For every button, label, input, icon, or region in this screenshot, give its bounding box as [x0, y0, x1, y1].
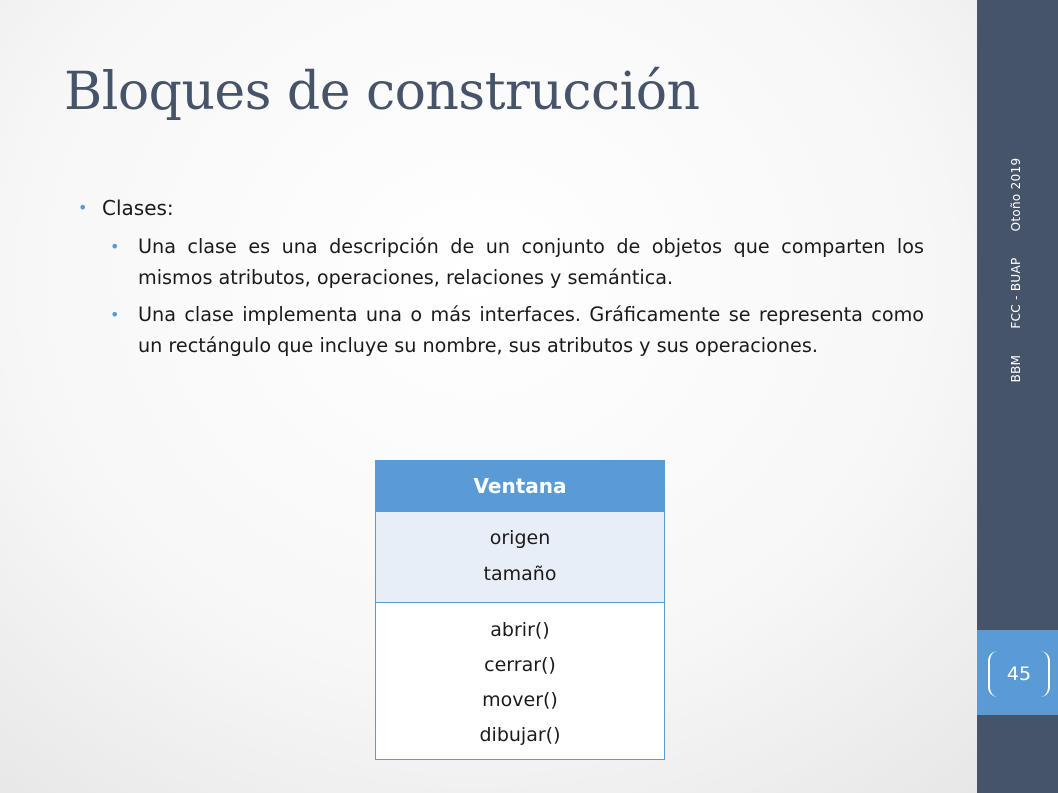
bullet-level2-1	[110, 231, 924, 293]
uml-attribute: tamaño	[483, 563, 557, 585]
bullet-list	[78, 193, 924, 361]
bullet-level1	[78, 193, 924, 223]
bullet-dot-icon: •	[110, 237, 120, 256]
footer-org: FCC - BUAP	[1009, 257, 1023, 329]
bullet-level2-text: Una clase es una descripción de un conjunto de objetos que comparten los mismos atributos, operaciones, relaciones y semántica.	[138, 235, 924, 289]
bullet-dot-icon: •	[110, 305, 120, 324]
bullet-level2-2	[110, 299, 924, 361]
footer-term: Otoño 2019	[1009, 157, 1023, 232]
uml-attribute: origen	[489, 527, 551, 549]
bullet-level1-text: Clases:	[102, 196, 174, 220]
uml-attributes	[376, 511, 664, 602]
bullet-dot-icon: •	[78, 198, 88, 217]
uml-operation: dibujar()	[479, 724, 561, 746]
vertical-footer	[1009, 158, 1023, 383]
uml-operation: cerrar()	[484, 654, 556, 676]
uml-class-diagram	[375, 460, 665, 760]
page-number: 45	[988, 651, 1050, 697]
uml-operation: abrir()	[490, 619, 550, 641]
uml-class-name: Ventana	[376, 461, 664, 511]
footer-author: BBM	[1009, 354, 1023, 383]
slide-title: Bloques de construcción	[64, 62, 700, 122]
uml-operation: mover()	[482, 689, 558, 711]
uml-operations	[376, 602, 664, 759]
bullet-level2-text: Una clase implementa una o más interfaces. Gráficamente se representa como un rectángulo que incluye su nombre, sus atributos y sus operaciones.	[138, 303, 924, 357]
